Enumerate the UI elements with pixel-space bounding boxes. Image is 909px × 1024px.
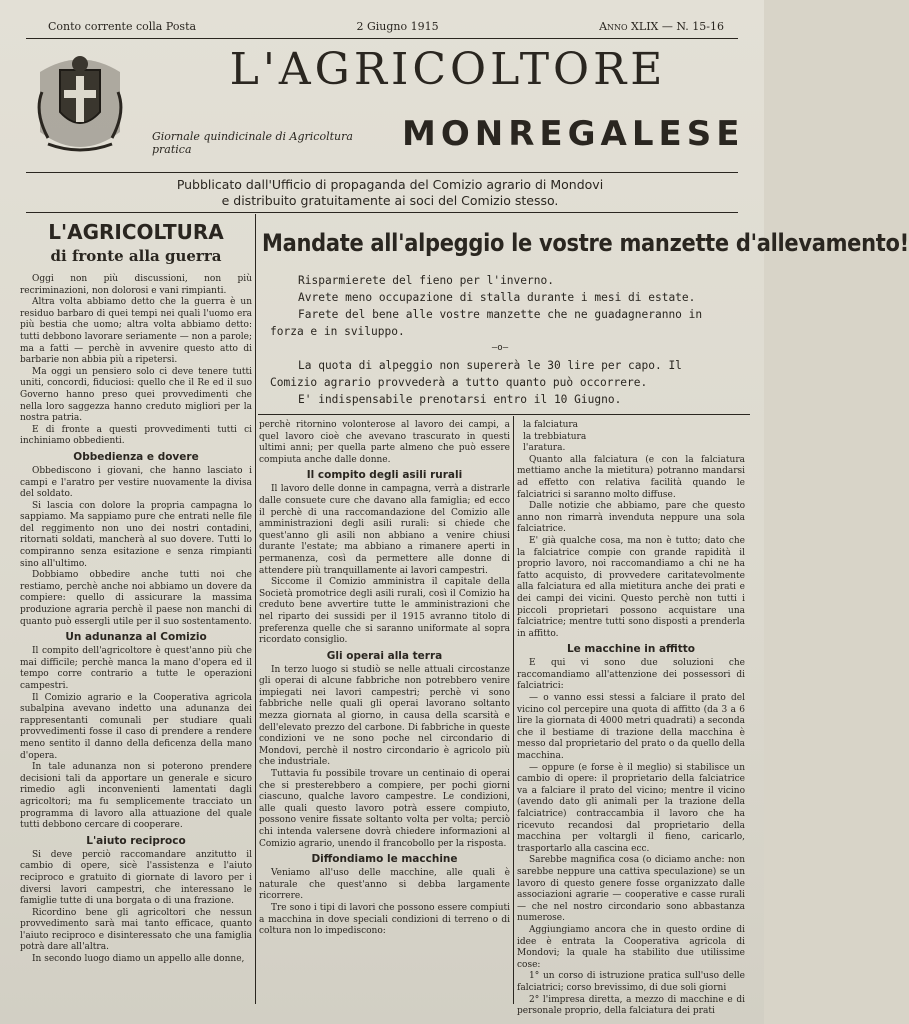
feature-line: Farete del bene alle vostre manzette che ne guadagneranno in forza e in sviluppo. [270, 308, 703, 338]
paragraph: Si lascia con dolore la propria campagna lo sappiamo. Ma sappiamo pure che entrati nelle file del reggimento non uno dei nostri contadini, ritornati soldati, mancherà al suo dovere. Tutti lo compiranno senza esitazione e senza rimpianti sino all'ultimo. [20, 500, 252, 569]
paragraph: In secondo luogo diamo un appello alle donne, [32, 954, 245, 965]
feature-note: La quota di alpeggio non supererà le 30 lire per capo. Il Comizio agrario provvederà a tutto quanto può occorrere. [270, 359, 682, 389]
paragraph: Veniamo all'uso delle macchine, alle quali è naturale che quest'anno si debba largamente ricorrere. [259, 868, 510, 902]
list-item: la trebbiatura [523, 431, 587, 442]
paragraph: Tre sono i tipi di lavori che possono essere compiuti a macchina in dove speciali condizioni di terreno o di coltura non lo impediscono: [259, 902, 510, 937]
column-middle [259, 420, 510, 1000]
paragraph: Oggi non più discussioni, non più recriminazioni, non dolorosi e vani rimpianti. [20, 274, 252, 296]
header-issue: Anno XLIX — N. 15-16 [599, 20, 724, 33]
paragraph: — o vanno essi stessi a falciare il prato del vicino col percepire una quota di affitto (da 3 a 6 lire la giornata di 4000 metri quadrati) a seconda che il bestiame di trazione della macchina è messo dal proprietario del prato o da quello della macchina. [517, 693, 745, 762]
paragraph: In terzo luogo si studiò se nelle attuali circostanze gli operai di alcune fabbriche non potrebbero venire impiegati nei lavori campestri; perchè vi sono fabbriche nelle quali gli operai lavorano soltanto mezza giornata al giorno, in causa della scarsità e dell'elevato prezzo del carbone. Di fabbriche in queste condizioni ve ne sono poche nel circondario di Mondovi, perchè il nostro circondario è agricolo più che industriale. [259, 664, 510, 768]
paragraph: Il Comizio agrario e la Cooperativa agricola subalpina avevano indetto una adunanza dei rappresentanti comunali per studiare quali provvedimenti fosse il caso di prendere a rendere meno sentito il danno della deficenza della mano d'opera. [20, 692, 252, 761]
paragraph: E' già qualche cosa, ma non è tutto; dato che la falciatrice compie con grande rapidità il proprio lavoro, noi raccomandiamo a chi ne ha fatto acquisto, di provvedere caritatevolmente alla falciatura ed alla mietitura anche dei prati e dei campi dei vicini. Questo perchè non tutti i piccoli proprietari possono acquistare una falciatrice; mentre tutti sono disposti a prenderla in affitto. [517, 535, 745, 639]
masthead-name: MONREGALESE [402, 114, 745, 154]
paragraph: 1° un corso di istruzione pratica sull'uso delle falciatrici; corso brevissimo, di due soli giorni [517, 971, 745, 993]
paragraph: Sarebbe magnifica cosa (o diciamo anche: non sarebbe neppure una cattiva speculazione) se un lavoro di questo genere fosse organizzato dalle associazioni agrarie — cooperative e casse rurali — che nel nostro circondario sono abbastanza numerose. [517, 855, 745, 924]
column-rule-2 [513, 416, 514, 1004]
masthead-subtitle: Giornale quindicinale di Agricoltura pratica [152, 130, 353, 156]
section-heading: Obbedienza e dovere [73, 450, 199, 463]
feature-line: Avrete meno occupazione di stalla durante i mesi di estate. [298, 291, 696, 304]
feature-note: E' indispensabile prenotarsi entro il 10 Giugno. [298, 393, 622, 406]
publisher-line-1: Pubblicato dall'Ufficio di propaganda del Comizio agrario di Mondovi [176, 177, 604, 192]
paragraph: In tale adunanza non si poterono prendere decisioni tali da apportare un generale e sicuro rimedio agli inconvenienti lamentati dagli agricoltori; ma fu semplicemente tracciato un programma di lavoro alla attuazione del quale tutti debbono cercare di cooperare. [20, 762, 252, 831]
paragraph: perchè ritornino volonterose al lavoro dei campi, a quel lavoro cioè che avevano trascurato in questi ultimi anni; per quella parte almeno che può essere compiuta anche dalle donne. [259, 420, 510, 465]
paragraph: Ma oggi un pensiero solo ci deve tenere tutti uniti, concordi, fiduciosi: quello che il Re ed il suo Governo hanno preso quei provvedimenti che nella loro saggezza hanno creduto migliori per la nostra patria. [20, 366, 252, 424]
paragraph: Dobbiamo obbedire anche tutti noi che restiamo, perchè anche noi abbiamo un dovere da compiere: quello di assicurare la massima produzione agraria perchè il paese non manchi di quanto può essergli utile per il suo sostentamento. [20, 570, 252, 627]
paragraph: Il lavoro delle donne in campagna, verrà a distrarle dalle consuete cure che davano alla famiglia; ed ecco il perchè di una raccomandazione del Comizio alle amministrazioni degli asili rurali: si chiede che quest'anno gli asili non abbiano a venire chiusi durante l'estate; ma abbiano a rimanere aperti in permanenza, così da permettere alle donne di attendere più tranquillamente ai lavori campestri. [259, 484, 510, 576]
paragraph: Obbediscono i giovani, che hanno lasciato i campi e l'aratro per vestire nuovamente la divisa del soldato. [20, 465, 252, 500]
column-rule-1 [255, 214, 256, 1004]
feature-separator: —o— [491, 343, 509, 353]
list-item: l'aratura. [523, 443, 566, 454]
masthead-top-rule [26, 38, 738, 39]
paragraph: Si deve perciò raccomandare anzitutto il cambio di opere, sicè l'assistenza e l'aiuto reciproco e gratuito di giornate di lavoro per i diversi lavori campestri, che interessano le famiglie tutte di una borgata o di una frazione. [20, 849, 252, 907]
feature-line: Risparmierete del fieno per l'inverno. [298, 274, 554, 287]
masthead-title: L'AGRICOLTORE [229, 44, 667, 95]
masthead-bottom-rule [26, 172, 738, 173]
paragraph: — oppure (e forse è il meglio) si stabilisce un cambio di opere: il proprietario della falciatrice va a falciare il prato del vicino; mentre il vicino (avendo dato gli animali per la trazione della falciatrice) contraccambia il lavoro che ha ricevuto recandosi dal proprietario della macchina per voltargli il fieno, caricarlo, trasportarlo alla cascina ecc. [517, 762, 745, 854]
paragraph: E qui vi sono due soluzioni che raccomandiamo all'attenzione dei possessori di falciatrici: [517, 658, 745, 692]
article-title: L'AGRICOLTURA [48, 220, 224, 244]
paragraph: E di fronte a questi provvedimenti tutti ci inchiniamo obbedienti. [20, 424, 252, 447]
column-right [517, 420, 745, 1017]
section-heading: Gli operai alla terra [326, 649, 443, 662]
paragraph: Siccome il Comizio amministra il capitale della Società promotrice degli asili rurali, così il Comizio ha creduto bene avvertire tutte le amministrazioni che nel riparto dei sussidi per il 1915 avranno titolo di preferenza quelle che si saranno uniformate al sopra ricordato consiglio. [259, 577, 510, 646]
section-heading: Il compito degli asili rurali [306, 469, 463, 482]
section-heading: Diffondiamo le macchine [311, 853, 458, 866]
coat-of-arms-icon [30, 52, 130, 162]
feature-title: Mandate all'alpeggio le vostre manzette d'allevamento! [262, 229, 909, 257]
paragraph: Dalle notizie che abbiamo, pare che questo anno non rimarrà invenduta neppure una sola falciatrice. [517, 501, 745, 535]
column-left [20, 274, 252, 999]
publisher-line-2: e distribuito gratuitamente ai soci del Comizio stesso. [221, 193, 559, 208]
paragraph: Il compito dell'agricoltore è quest'anno più che mai difficile; perchè manca la mano d'opera ed il tempo corre contrario a tutte le operazioni campestri. [20, 646, 252, 691]
paragraph: Quanto alla falciatura (e con la falciatura mettiamo anche la mietitura) potranno mandarsi ad effetto con relativa facilità quando le falciatrici si saranno molto diffuse. [517, 454, 745, 500]
article-subtitle: di fronte alla guerra [50, 247, 222, 265]
paragraph: Ricordino bene gli agricoltori che nessun provvedimento sarà mai tanto efficace, quanto l'aiuto reciproco e disinteressato che una famiglia potrà dare all'altra. [20, 907, 252, 953]
section-heading: Un adunanza al Comizio [65, 631, 207, 644]
paragraph: Altra volta abbiamo detto che la guerra è un residuo barbaro di quei tempi nei quali l'uomo era più bestia che uomo; altra volta abbiamo detto: tutti debbono lavorare seriamente — non a parole; ma a fatti — perchè in avvenire questo atto di barbarie non abbia più a ripetersi. [20, 297, 252, 366]
publisher-note [100, 177, 680, 209]
list-item: la falciatura [523, 420, 579, 430]
paragraph: Aggiungiamo ancora che in questo ordine di idee è entrata la Cooperativa agricola di Mondovi; la quale ha stabilito due utilissime cose: [517, 924, 745, 970]
paragraph: Tuttavia fu possibile trovare un centinaio di operai che si presterebbero a compiere, per pochi giorni ciascuno, qualche lavoro campestre. Le condizioni, alle quali questo lavoro potrà essere compiuto, possono venire fissate soltanto volta per volta; perciò chi intenda valersene dovrà chiedere informazioni al Comizio agrario, unendo il francobollo per la risposta. [259, 769, 510, 849]
body-top-rule [26, 212, 738, 213]
feature-bottom-rule [258, 414, 750, 415]
header-postal: Conto corrente colla Posta [48, 20, 197, 33]
header-date: 2 Giugno 1915 [356, 20, 439, 33]
paragraph: 2° l'impresa diretta, a mezzo di macchine e di personale proprio, della falciatura dei prati [517, 994, 745, 1017]
section-heading: Le macchine in affitto [566, 643, 696, 656]
header-line [48, 20, 724, 36]
section-heading: L'aiuto reciproco [86, 834, 186, 847]
feature-box [270, 272, 730, 408]
